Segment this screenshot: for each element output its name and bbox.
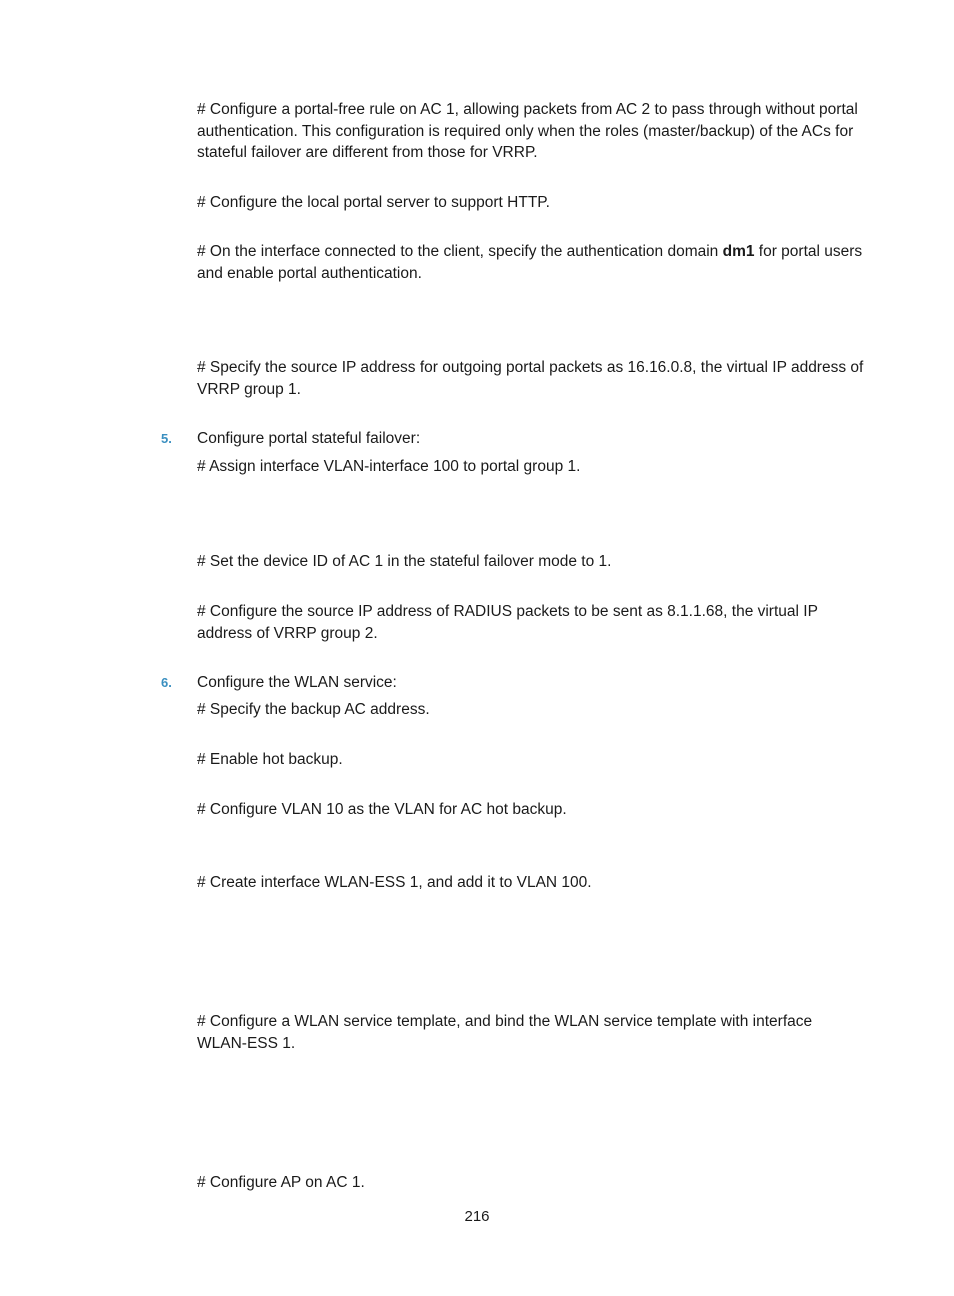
step-number-5: 5. bbox=[161, 431, 172, 446]
paragraph-hot-backup: # Enable hot backup. bbox=[197, 751, 343, 768]
paragraph-backup-ac: # Specify the backup AC address. bbox=[197, 701, 430, 718]
paragraph-auth-domain-pre: # On the interface connected to the client, specify the authentication domain bbox=[197, 243, 723, 260]
step-title-5: Configure portal stateful failover: bbox=[197, 430, 421, 447]
step-number-6: 6. bbox=[161, 675, 172, 690]
paragraph-radius-source-ip: # Configure the source IP address of RADIUS packets to be sent as 8.1.1.68, the virtual IP address of VRRP group 2. bbox=[197, 603, 818, 642]
paragraph-vlan-hot-backup: # Configure VLAN 10 as the VLAN for AC hot backup. bbox=[197, 801, 567, 818]
paragraph-portal-free-rule: # Configure a portal-free rule on AC 1, allowing packets from AC 2 to pass through without portal authentication. This configuration is required only when the roles (master/backup) of the ACs for stateful failover are different from those for VRRP. bbox=[197, 101, 858, 161]
paragraph-auth-domain bbox=[197, 241, 865, 284]
paragraph-local-portal-http: # Configure the local portal server to support HTTP. bbox=[197, 194, 550, 211]
domain-name-bold: dm1 bbox=[722, 243, 755, 260]
paragraph-service-template: # Configure a WLAN service template, and bind the WLAN service template with interface WLAN-ESS 1. bbox=[197, 1013, 813, 1052]
step-title-6: Configure the WLAN service: bbox=[197, 674, 397, 691]
paragraph-device-id: # Set the device ID of AC 1 in the stateful failover mode to 1. bbox=[197, 553, 612, 570]
paragraph-wlan-ess: # Create interface WLAN-ESS 1, and add it to VLAN 100. bbox=[197, 874, 592, 891]
paragraph-source-ip-portal: # Specify the source IP address for outgoing portal packets as 16.16.0.8, the virtual IP address of VRRP group 1. bbox=[197, 359, 864, 398]
paragraph-configure-ap: # Configure AP on AC 1. bbox=[197, 1174, 365, 1191]
page-number: 216 bbox=[464, 1208, 490, 1225]
paragraph-assign-interface: # Assign interface VLAN-interface 100 to portal group 1. bbox=[197, 458, 581, 475]
paragraph-auth-domain-post: for portal users and enable portal authentication. bbox=[197, 243, 863, 282]
